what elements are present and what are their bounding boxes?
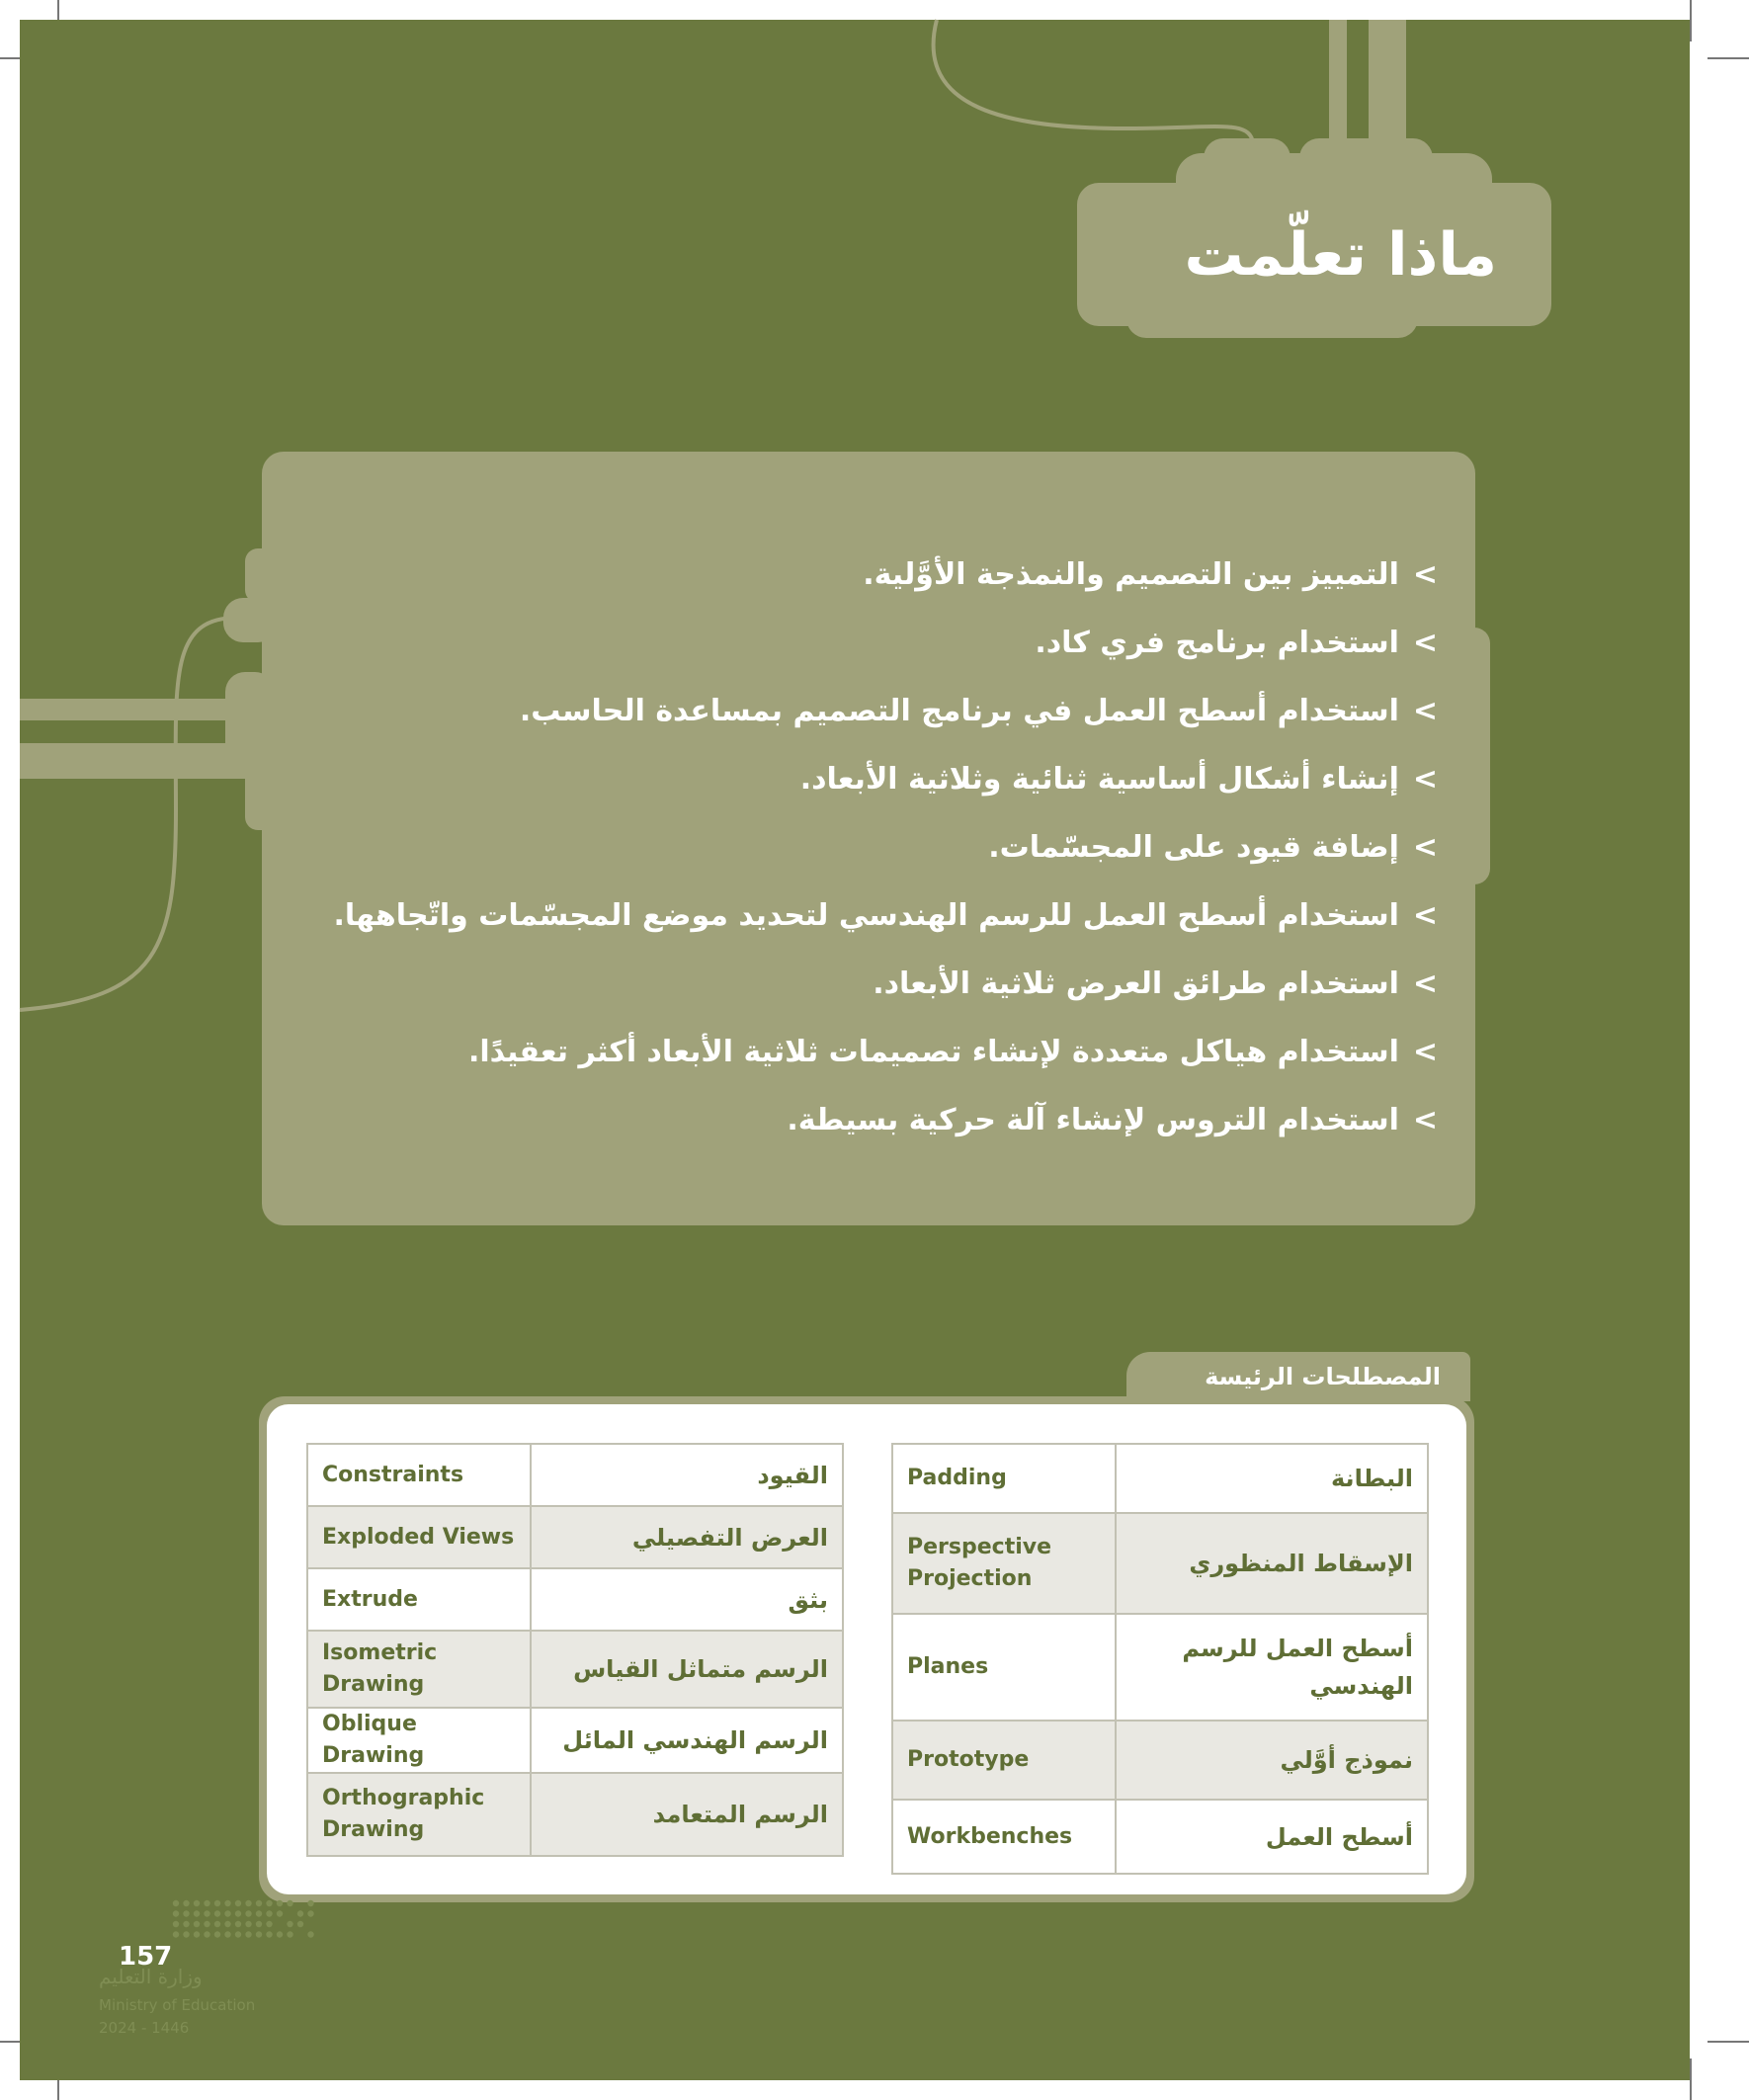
list-item: > إنشاء أشكال أساسية ثنائية وثلاثية الأبعاد. xyxy=(272,745,1438,813)
term-english: Oblique Drawing xyxy=(307,1708,531,1773)
term-english: Padding xyxy=(892,1444,1116,1513)
term-arabic: الإسقاط المنظوري xyxy=(1116,1513,1428,1614)
chevron-icon: > xyxy=(1412,626,1438,660)
page-title: ماذا تعلّمت xyxy=(1184,219,1497,290)
table-row xyxy=(892,1721,1428,1800)
list-item: > استخدام طرائق العرض ثلاثية الأبعاد. xyxy=(272,950,1438,1018)
term-arabic: الرسم متماثل القياس xyxy=(531,1631,843,1708)
list-item: > استخدام أسطح العمل في برنامج التصميم بمساعدة الحاسب. xyxy=(272,677,1438,745)
chevron-icon: > xyxy=(1412,898,1438,933)
term-arabic: الرسم المتعامد xyxy=(531,1773,843,1856)
page-number: 157 xyxy=(119,1942,173,1972)
list-item: > استخدام التروس لإنشاء آلة حركية بسيطة. xyxy=(272,1086,1438,1154)
ministry-logo-icon xyxy=(170,1897,323,1941)
term-english: Workbenches xyxy=(892,1800,1116,1874)
term-english: Exploded Views xyxy=(307,1506,531,1568)
edition-year: 2024 - 1446 xyxy=(99,2019,190,2037)
term-arabic: نموذج أوَّلي xyxy=(1116,1721,1428,1800)
term-english: Planes xyxy=(892,1614,1116,1721)
chevron-icon: > xyxy=(1412,557,1438,592)
table-row xyxy=(892,1800,1428,1874)
chevron-icon: > xyxy=(1412,1035,1438,1069)
term-arabic: العرض التفصيلي xyxy=(531,1506,843,1568)
list-item: > استخدام برنامج فري كاد. xyxy=(272,609,1438,677)
list-item: > التمييز بين التصميم والنمذجة الأوَّلية. xyxy=(272,541,1438,609)
chevron-icon: > xyxy=(1412,966,1438,1001)
key-terms-table-right xyxy=(891,1443,1429,1875)
table-row xyxy=(307,1708,843,1773)
ministry-name-english: Ministry of Education xyxy=(99,1996,256,2014)
chevron-icon: > xyxy=(1412,694,1438,728)
term-arabic: البطانة xyxy=(1116,1444,1428,1513)
table-row xyxy=(307,1631,843,1708)
term-arabic: أسطح العمل للرسم الهندسي xyxy=(1116,1614,1428,1721)
table-row xyxy=(307,1568,843,1631)
term-english: Constraints xyxy=(307,1444,531,1506)
term-english: Isometric Drawing xyxy=(307,1631,531,1708)
term-english: Prototype xyxy=(892,1721,1116,1800)
term-english: Perspective Projection xyxy=(892,1513,1116,1614)
ministry-name-arabic: وزارة التعليم xyxy=(99,1965,203,1988)
term-english: Extrude xyxy=(307,1568,531,1631)
objectives-panel xyxy=(262,452,1475,1225)
table-row xyxy=(892,1614,1428,1721)
table-row xyxy=(307,1444,843,1506)
key-terms-table-left xyxy=(306,1443,844,1857)
chevron-icon: > xyxy=(1412,1103,1438,1137)
term-arabic: أسطح العمل xyxy=(1116,1800,1428,1874)
chevron-icon: > xyxy=(1412,830,1438,865)
table-row xyxy=(307,1506,843,1568)
key-terms-tab xyxy=(1126,1352,1470,1401)
term-arabic: الرسم الهندسي المائل xyxy=(531,1708,843,1773)
objectives-list xyxy=(272,541,1438,1154)
term-arabic: القيود xyxy=(531,1444,843,1506)
table-row xyxy=(892,1513,1428,1614)
title-banner xyxy=(1077,183,1551,326)
chevron-icon: > xyxy=(1412,762,1438,797)
list-item: > إضافة قيود على المجسّمات. xyxy=(272,813,1438,882)
list-item: > استخدام أسطح العمل للرسم الهندسي لتحديد موضع المجسّمات واتّجاهها. xyxy=(272,882,1438,950)
key-terms-title: المصطلحات الرئيسة xyxy=(1205,1363,1441,1390)
table-row xyxy=(892,1444,1428,1513)
term-english: Orthographic Drawing xyxy=(307,1773,531,1856)
term-arabic: بثق xyxy=(531,1568,843,1631)
list-item: > استخدام هياكل متعددة لإنشاء تصميمات ثلاثية الأبعاد أكثر تعقيدًا. xyxy=(272,1018,1438,1086)
table-row xyxy=(307,1773,843,1856)
